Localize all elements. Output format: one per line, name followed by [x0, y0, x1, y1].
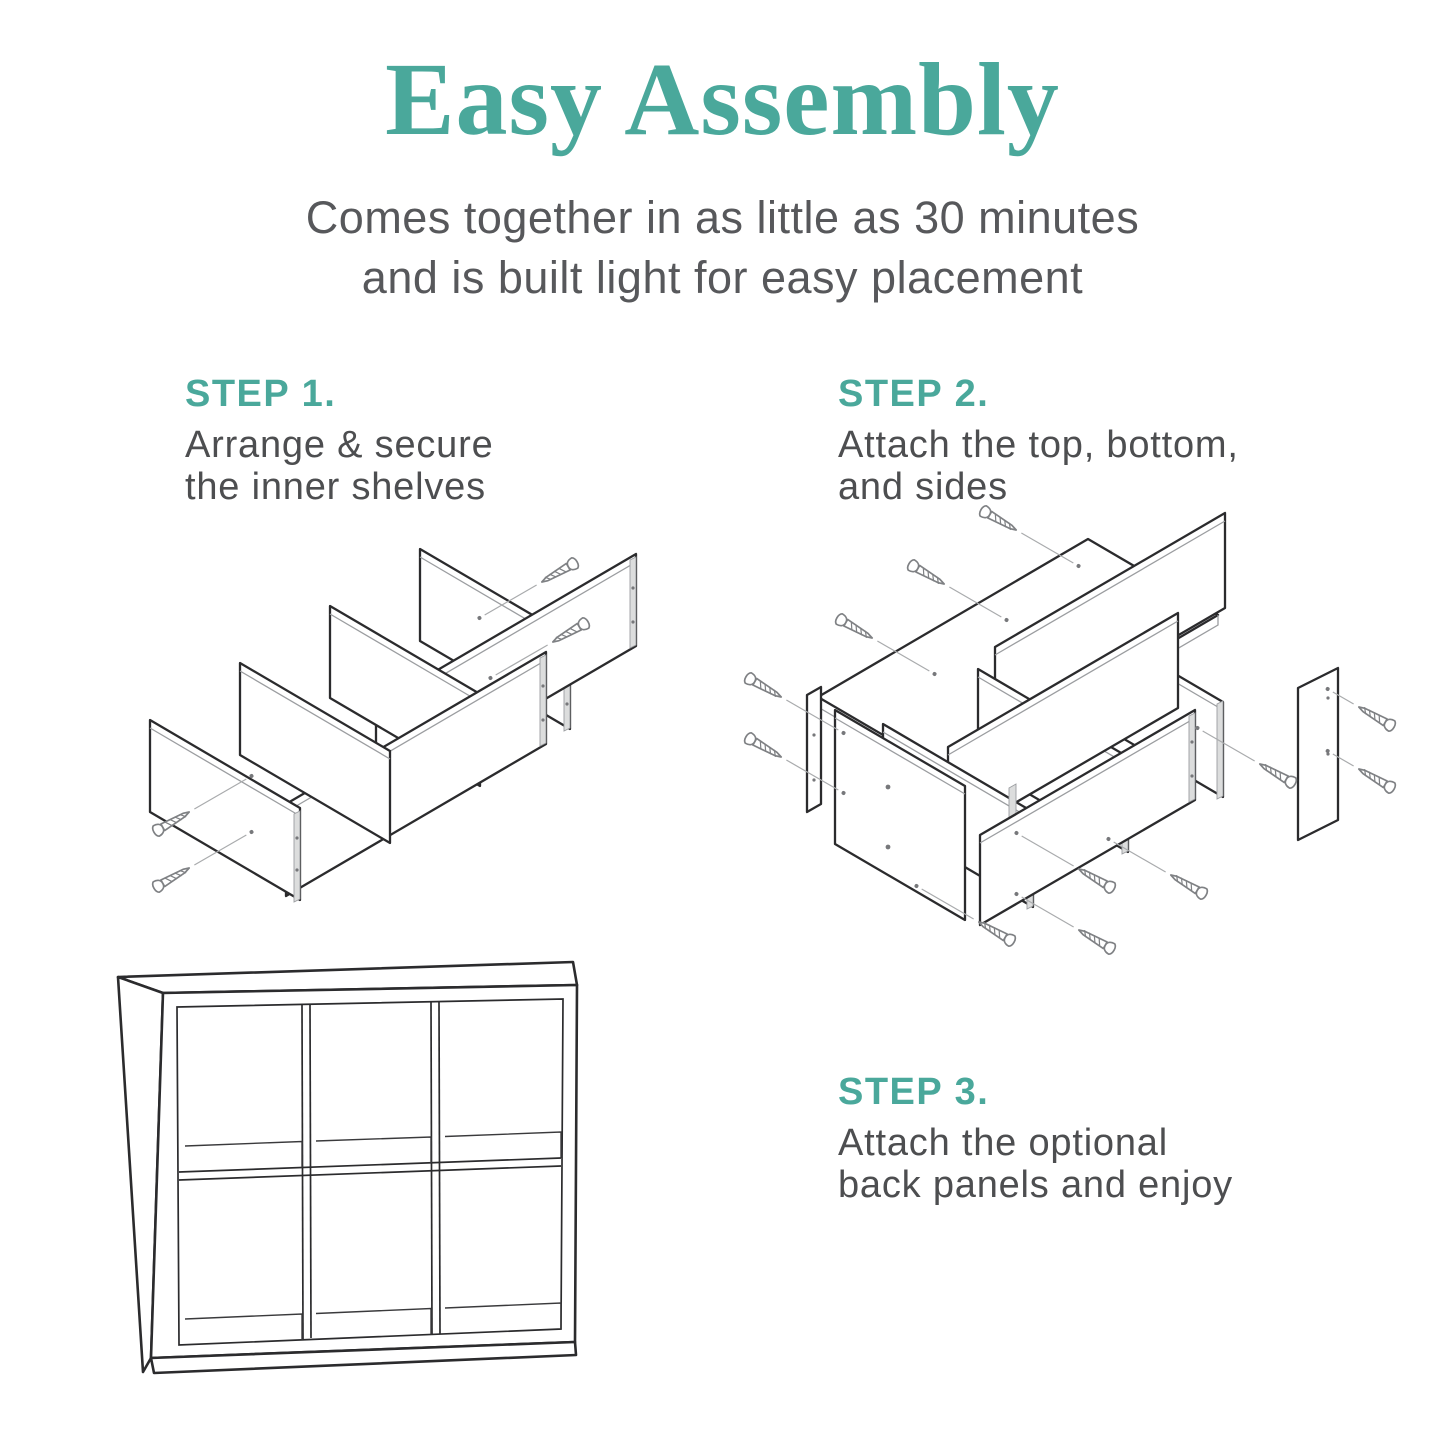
subtitle [0, 188, 1445, 308]
step-3-description [838, 1122, 1338, 1206]
assembled-unit-diagram [84, 948, 728, 1398]
screw-icon [834, 612, 939, 680]
step-1-desc-line-1: Arrange & secure [185, 424, 494, 466]
step-2-exploded-frame-diagram [733, 492, 1409, 996]
storage-unit [118, 962, 577, 1373]
step-1-description [185, 424, 615, 508]
step-2-block [838, 372, 1338, 508]
screw-icon [743, 731, 848, 799]
step-3-desc-line-1: Attach the optional [838, 1122, 1168, 1164]
step-3-desc-line-2: back panels and enjoy [838, 1164, 1233, 1206]
step-2-desc-line-2: and sides [838, 466, 1008, 508]
step-3-block [838, 1070, 1338, 1206]
step-2-desc-line-1: Attach the top, bottom, [838, 424, 1239, 466]
screw-icon [978, 504, 1083, 572]
step-1-exploded-shelves-diagram [118, 516, 692, 946]
page-title: Easy Assembly [385, 42, 1060, 157]
step-2-label: STEP 2. [838, 373, 990, 415]
panel [807, 687, 821, 812]
subtitle-line-1: Comes together in as little as 30 minutes [305, 192, 1140, 243]
step-1-block [185, 372, 615, 508]
step-1-desc-line-2: the inner shelves [185, 466, 486, 508]
step-1-label: STEP 1. [185, 373, 337, 415]
step-3-label: STEP 3. [838, 1071, 990, 1113]
panel [1298, 668, 1338, 840]
subtitle-line-2: and is built light for easy placement [361, 252, 1084, 303]
